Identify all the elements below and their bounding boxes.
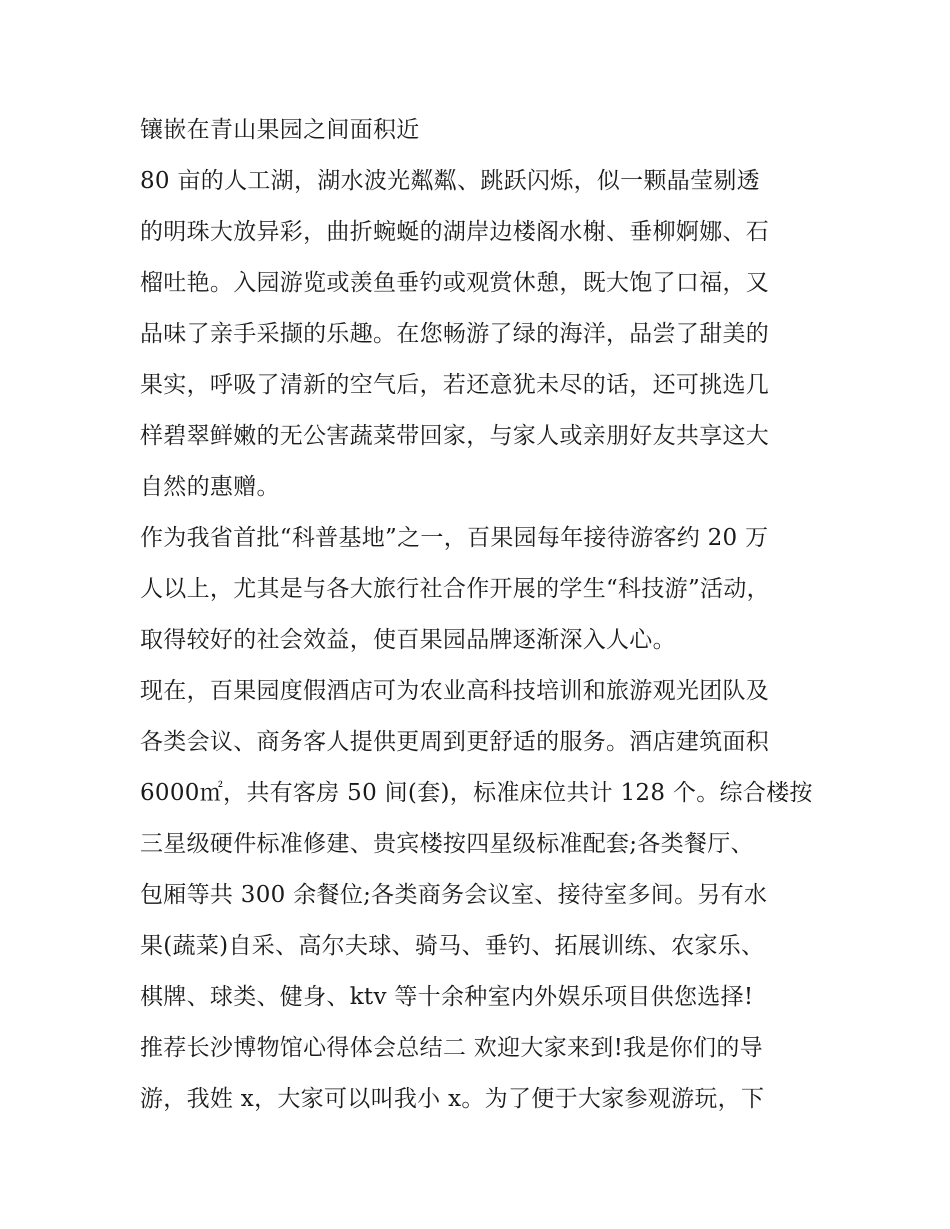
text-line: 取得较好的社会效益，使百果园品牌逐渐深入人心。 (140, 627, 676, 653)
text-line: 包厢等共 300 余餐位;各类商务会议室、接待室多间。另有水 (140, 882, 768, 908)
text-line: 果实，呼吸了清新的空气后，若还意犹未尽的话，还可挑选几 (140, 372, 770, 398)
text-line: 样碧翠鲜嫩的无公害蔬菜带回家，与家人或亲朋好友共享这大 (140, 423, 770, 449)
text-line: 推荐长沙博物馆心得体会总结二 欢迎大家来到!我是你们的导 (140, 1035, 763, 1061)
text-line: 的明珠大放异彩，曲折蜿蜒的湖岸边楼阁水榭、垂柳婀娜、石 (140, 219, 770, 245)
text-line: 品味了亲手采撷的乐趣。在您畅游了绿的海洋，品尝了甜美的 (140, 321, 770, 347)
text-line: 80 亩的人工湖，湖水波光粼粼、跳跃闪烁，似一颗晶莹剔透 (140, 168, 760, 194)
text-line: 棋牌、球类、健身、ktv 等十余种室内外娱乐项目供您选择! (140, 984, 754, 1010)
text-line: 自然的惠赠。 (140, 474, 280, 500)
text-line: 镶嵌在青山果园之间面积近 (140, 117, 420, 143)
text-line: 现在，百果园度假酒店可为农业高科技培训和旅游观光团队及 (140, 678, 770, 704)
text-line: 三星级硬件标准修建、贵宾楼按四星级标准配套;各类餐厅、 (140, 831, 754, 857)
text-line: 游，我姓 x，大家可以叫我小 x。为了便于大家参观游玩，下 (140, 1086, 765, 1112)
text-line: 6000㎡，共有客房 50 间(套)，标准床位共计 128 个。综合楼按 (140, 780, 813, 806)
text-line: 各类会议、商务客人提供更周到更舒适的服务。酒店建筑面积 (140, 729, 770, 755)
text-line: 作为我省首批“科普基地”之一，百果园每年接待游客约 20 万 (140, 525, 769, 551)
text-line: 榴吐艳。入园游览或羡鱼垂钓或观赏休憩，既大饱了口福，又 (140, 270, 770, 296)
text-line: 人以上，尤其是与各大旅行社合作开展的学生“科技游”活动， (140, 576, 770, 602)
text-line: 果(蔬菜)自采、高尔夫球、骑马、垂钓、拓展训练、农家乐、 (140, 933, 765, 959)
